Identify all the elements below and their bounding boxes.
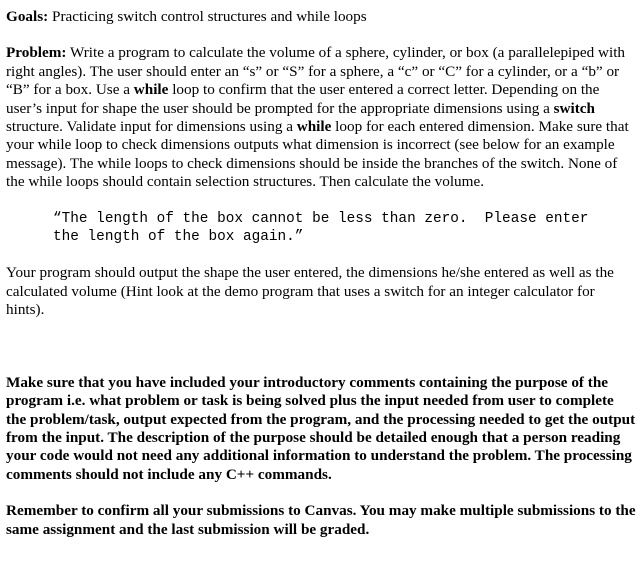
output-paragraph: Your program should output the shape the user entered, the dimensions he/she entered as well as the calculated volume (Hint look at the demo program that uses a switch for an integer calculator for hints). [6,264,614,319]
problem-label: Problem: [6,44,67,62]
problem-text-1: Write a program to calculate the volume of a sphere, cylinder, or box (a parallelepiped with right angles). The user should enter an “s” or “S” for a sphere, a “c” or “C” for a cylinder, or a “b” or “B” for a box. Use a [6,44,626,99]
problem-text-3: structure. Validate input for dimensions using a [6,118,297,136]
problem-text-4: loop for each entered dimension. Make sure that your while loop to check dimensions outputs what dimension is incorrect (see below for an example message). The while loops to check dimensions should be inside the branches of the switch. None of the while loops should contain selection structures. Then calculate the volume. [6,118,629,191]
submission-paragraph [6,502,636,539]
example-message: “The length of the box cannot be less than zero. Please enter the length of the box again.” [53,210,598,246]
problem-bold-while-1: while [133,81,169,99]
comments-text: Make sure that you have included your introductory comments containing the purpose of the program i.e. what problem or task is being solved plus the input needed from user to complete the problem/task, output expected from the program, and the processing needed to get the output from the input. The description of the purpose should be detailed enough that a person reading your code would not need any additional information to understand the problem. The processing comments should not include any C++ commands. [6,373,636,483]
problem-bold-while-2: while [296,118,332,136]
assignment-document [6,8,636,539]
submission-text: Remember to confirm all your submissions to Canvas. You may make multiple submissions to the same assignment and the last submission will be graded. [6,502,636,538]
problem-text-2: loop to confirm that the user entered a correct letter. Depending on the user’s input for shape the user should be prompted for the appropriate dimensions using a [6,81,600,117]
goals-label: Goals: [6,8,49,25]
goals-text: Practicing switch control structures and while loops [48,8,367,25]
problem-paragraph [6,44,636,191]
comments-paragraph [6,374,636,484]
problem-bold-switch: switch [553,99,595,117]
goals-paragraph [6,8,636,26]
